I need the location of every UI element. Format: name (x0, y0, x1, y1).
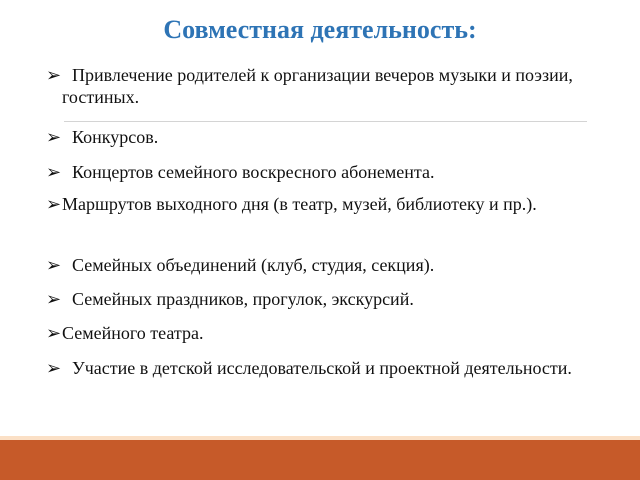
arrow-bullet-icon: ➢ (46, 289, 62, 309)
list-item-text: Семейного театра. (62, 323, 204, 343)
arrow-bullet-icon: ➢ (46, 194, 62, 214)
list-item-text: Привлечение родителей к организации вечеров музыки и поэзии, гостиных. (62, 65, 573, 107)
list-item-research (46, 357, 602, 379)
list-item-concerts (46, 161, 602, 183)
list-item-text: Маршрутов выходного дня (в театр, музей, библиотеку и пр.). (62, 194, 537, 214)
list-item-associations (46, 254, 602, 276)
slide-title: Совместная деятельность: (163, 15, 477, 44)
list-item-text: Семейных объединений (клуб, студия, секция). (72, 255, 435, 275)
list-item-theatre (46, 322, 602, 344)
list-item-text: Концертов семейного воскресного абонемента. (72, 162, 435, 182)
list-item-text: Конкурсов. (72, 127, 159, 147)
footer-bar (0, 440, 640, 480)
list-item-parents (46, 64, 602, 108)
arrow-bullet-icon: ➢ (46, 127, 62, 147)
arrow-bullet-icon: ➢ (46, 65, 62, 85)
list-item-holidays (46, 288, 602, 310)
list-item-text: Участие в детской исследовательской и проектной деятельности. (72, 358, 572, 378)
arrow-bullet-icon: ➢ (46, 255, 62, 275)
arrow-bullet-icon: ➢ (46, 358, 62, 378)
divider-line (64, 121, 587, 122)
list-item-text: Семейных праздников, прогулок, экскурсий. (72, 289, 414, 309)
arrow-bullet-icon: ➢ (46, 162, 62, 182)
list-item-contests (46, 126, 602, 148)
arrow-bullet-icon: ➢ (46, 323, 62, 343)
list-item-routes (46, 193, 602, 215)
